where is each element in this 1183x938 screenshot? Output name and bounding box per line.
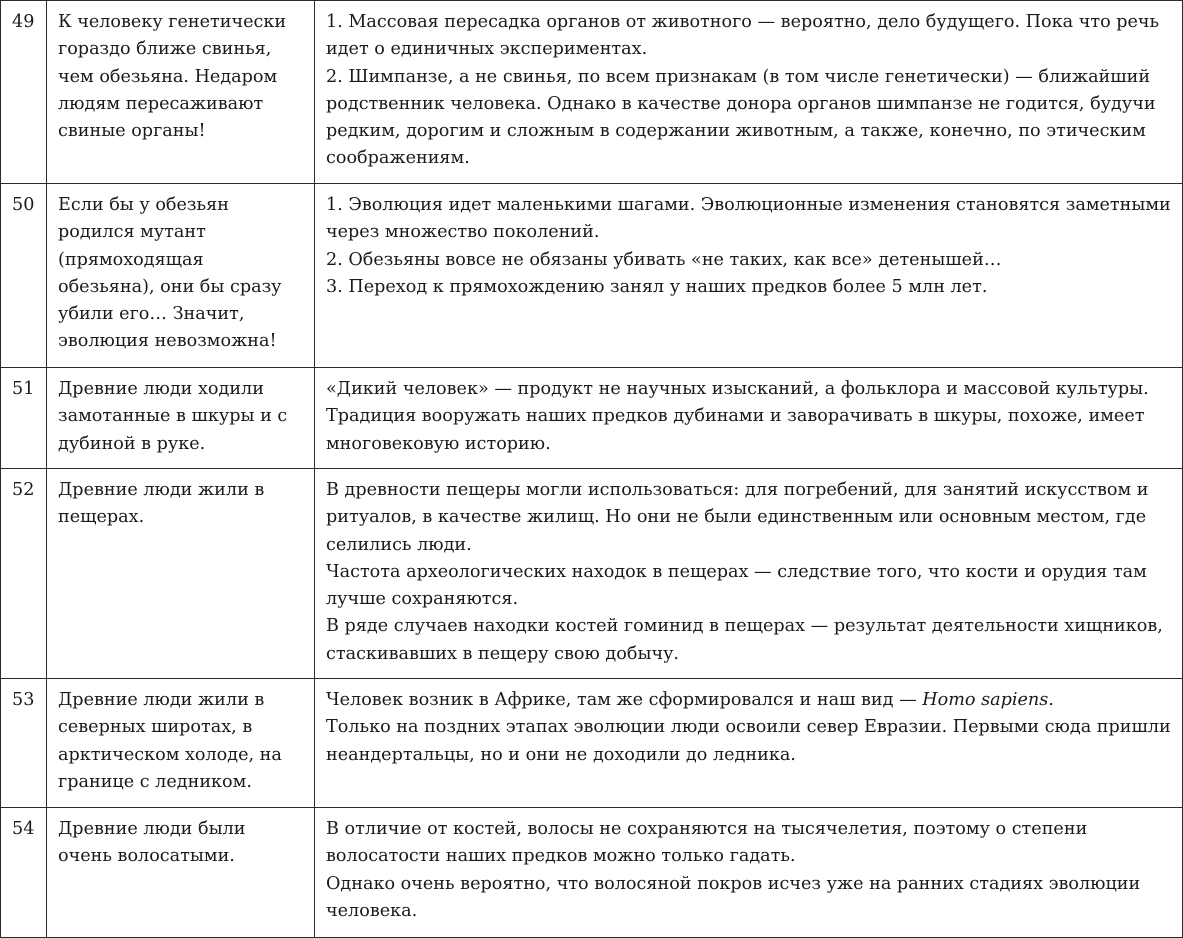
fact-text: Только на поздних этапах эволюции люди освоили север Евразии. Первыми сюда пришли неандертальцы, но и они не доходили до ледника. — [326, 717, 1171, 765]
fact-cell: 1. Массовая пересадка органов от животного — вероятно, дело будущего. Пока что речь идет о единичных экспериментах. 2. Шимпанзе, а не свинья, по всем признакам (в том числе генетически) — ближайший родственник человека. Однако в качестве донора органов шимпанзе не годится, будучи редким, дорогим и сложным в содержании животным, а также, конечно, по этическим соображениям. — [315, 1, 1183, 184]
fact-cell: 1. Эволюция идет маленькими шагами. Эволюционные изменения становятся заметными через множество поколений. 2. Обезьяны вовсе не обязаны убивать «не таких, как все» детенышей… 3. Переход к прямохождению занял у наших предков более 5 млн лет. — [315, 184, 1183, 368]
myth-cell: Если бы у обезьян родился мутант (прямоходящая обезьяна), они бы сразу убили его… Значит, эволюция невозможна! — [47, 184, 315, 368]
row-number: 54 — [1, 808, 47, 938]
row-number: 53 — [1, 679, 47, 808]
myth-cell: К человеку генетически гораздо ближе свинья, чем обезьяна. Недаром людям пересаживают свиные органы! — [47, 1, 315, 184]
myth-cell: Древние люди ходили замотанные в шкуры и с дубиной в руке. — [47, 368, 315, 469]
fact-text: Человек возник в Африке, там же сформировался и наш вид — — [326, 690, 923, 710]
table-row — [1, 469, 1183, 679]
fact-cell: «Дикий человек» — продукт не научных изысканий, а фольклора и массовой культуры. Традиция вооружать наших предков дубинами и заворачивать в шкуры, похоже, имеет многовековую историю. — [315, 368, 1183, 469]
myth-cell: Древние люди жили в пещерах. — [47, 469, 315, 679]
species-name: Homo sapiens. — [922, 690, 1054, 710]
table-row — [1, 1, 1183, 184]
table-row — [1, 679, 1183, 808]
fact-cell: В древности пещеры могли использоваться: для погребений, для занятий искусством и ритуалов, в качестве жилищ. Но они не были единственным или основным местом, где селились люди. Частота археологических находок в пещерах — следствие того, что кости и орудия там лучше сохраняются. В ряде случаев находки костей гоминид в пещерах — результат деятельности хищников, стаскивавших в пещеру свою добычу. — [315, 469, 1183, 679]
table-row — [1, 808, 1183, 938]
fact-cell — [315, 679, 1183, 808]
row-number: 50 — [1, 184, 47, 368]
myth-cell: Древние люди жили в северных широтах, в арктическом холоде, на границе с ледником. — [47, 679, 315, 808]
row-number: 52 — [1, 469, 47, 679]
table-row — [1, 184, 1183, 368]
table-row — [1, 368, 1183, 469]
fact-cell: В отличие от костей, волосы не сохраняются на тысячелетия, поэтому о степени волосатости наших предков можно только гадать. Однако очень вероятно, что волосяной покров исчез уже на ранних стадиях эволюции человека. — [315, 808, 1183, 938]
row-number: 49 — [1, 1, 47, 184]
myth-cell: Древние люди были очень волосатыми. — [47, 808, 315, 938]
row-number: 51 — [1, 368, 47, 469]
